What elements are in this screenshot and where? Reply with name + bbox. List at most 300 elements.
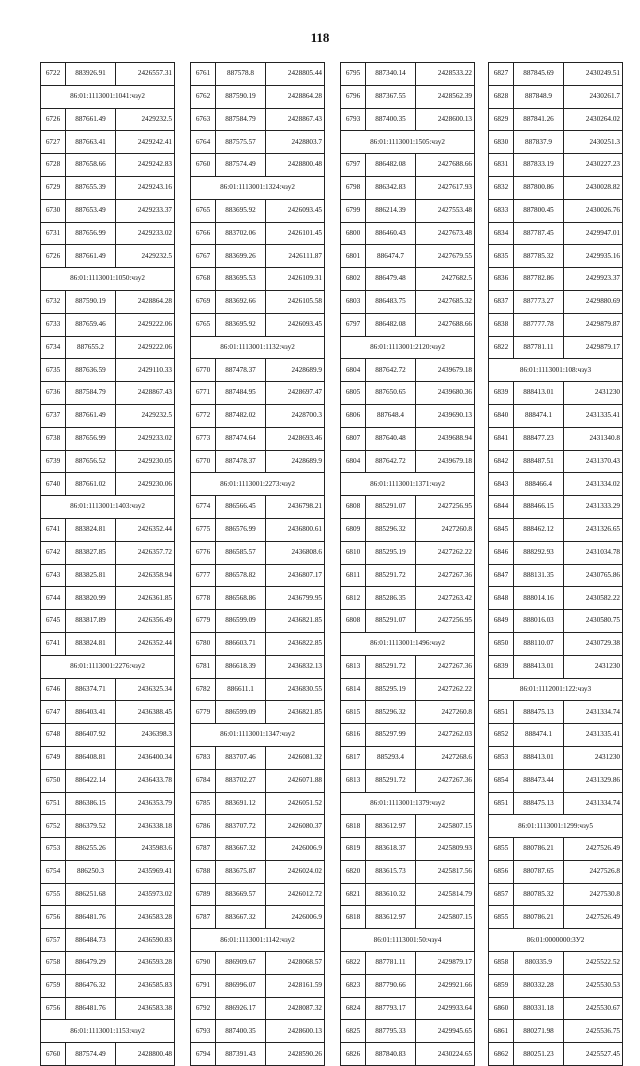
x-coordinate: 887841.26 bbox=[514, 108, 564, 131]
x-coordinate: 887800.86 bbox=[514, 176, 564, 199]
y-coordinate: 2428068.57 bbox=[266, 952, 325, 975]
y-coordinate: 2429233.37 bbox=[116, 199, 175, 222]
x-coordinate: 883610.32 bbox=[366, 883, 416, 906]
table-row bbox=[489, 85, 623, 108]
x-coordinate: 886481.76 bbox=[66, 906, 116, 929]
y-coordinate: 2429947.01 bbox=[564, 222, 623, 245]
point-number: 6744 bbox=[41, 587, 66, 610]
table-row bbox=[341, 860, 475, 883]
parcel-header-row bbox=[191, 336, 325, 359]
table-row bbox=[341, 427, 475, 450]
x-coordinate: 887661.49 bbox=[66, 108, 116, 131]
y-coordinate: 2439680.36 bbox=[416, 382, 475, 405]
point-number: 6839 bbox=[489, 382, 514, 405]
point-number: 6778 bbox=[191, 587, 216, 610]
y-coordinate: 2429233.02 bbox=[116, 427, 175, 450]
table-row bbox=[41, 883, 175, 906]
x-coordinate: 888131.35 bbox=[514, 564, 564, 587]
point-number: 6835 bbox=[489, 245, 514, 268]
parcel-header-row bbox=[489, 815, 623, 838]
point-number: 6823 bbox=[341, 974, 366, 997]
point-number: 6813 bbox=[341, 655, 366, 678]
point-number: 6859 bbox=[489, 974, 514, 997]
table-row bbox=[41, 245, 175, 268]
table-row bbox=[191, 952, 325, 975]
point-number: 6819 bbox=[341, 838, 366, 861]
table-row bbox=[341, 359, 475, 382]
table-row bbox=[41, 359, 175, 382]
x-coordinate: 887574.49 bbox=[216, 154, 266, 177]
point-number: 6825 bbox=[341, 1020, 366, 1043]
table-row bbox=[489, 496, 623, 519]
x-coordinate: 886214.39 bbox=[366, 199, 416, 222]
point-number: 6750 bbox=[41, 769, 66, 792]
x-coordinate: 885291.72 bbox=[366, 769, 416, 792]
parcel-header-row bbox=[489, 678, 623, 701]
point-number: 6806 bbox=[341, 404, 366, 427]
coordinates-table-column-4 bbox=[488, 62, 623, 1066]
y-coordinate: 2439688.94 bbox=[416, 427, 475, 450]
x-coordinate: 887478.37 bbox=[216, 359, 266, 382]
y-coordinate: 2428864.28 bbox=[266, 85, 325, 108]
point-number: 6726 bbox=[41, 108, 66, 131]
y-coordinate: 2431034.78 bbox=[564, 541, 623, 564]
x-coordinate: 886483.75 bbox=[366, 290, 416, 313]
point-number: 6761 bbox=[191, 63, 216, 86]
table-row bbox=[489, 564, 623, 587]
table-row bbox=[41, 131, 175, 154]
parcel-header-row bbox=[41, 496, 175, 519]
y-coordinate: 2429242.83 bbox=[116, 154, 175, 177]
y-coordinate: 2426081.32 bbox=[266, 746, 325, 769]
x-coordinate: 888474.1 bbox=[514, 724, 564, 747]
point-number: 6836 bbox=[489, 268, 514, 291]
table-row bbox=[489, 1043, 623, 1066]
y-coordinate: 2426361.85 bbox=[116, 587, 175, 610]
y-coordinate: 2426101.45 bbox=[266, 222, 325, 245]
table-row bbox=[489, 997, 623, 1020]
y-coordinate: 2425807.15 bbox=[416, 815, 475, 838]
x-coordinate: 887781.11 bbox=[366, 952, 416, 975]
y-coordinate: 2429242.41 bbox=[116, 131, 175, 154]
point-number: 6822 bbox=[341, 952, 366, 975]
table-row bbox=[191, 63, 325, 86]
point-number: 6818 bbox=[341, 906, 366, 929]
table-row bbox=[41, 769, 175, 792]
x-coordinate: 886482.08 bbox=[366, 154, 416, 177]
y-coordinate: 2427267.36 bbox=[416, 769, 475, 792]
y-coordinate: 2430227.23 bbox=[564, 154, 623, 177]
point-number: 6805 bbox=[341, 382, 366, 405]
y-coordinate: 2429879.87 bbox=[564, 313, 623, 336]
x-coordinate: 885291.72 bbox=[366, 564, 416, 587]
y-coordinate: 2425807.15 bbox=[416, 906, 475, 929]
x-coordinate: 887636.59 bbox=[66, 359, 116, 382]
table-row bbox=[191, 450, 325, 473]
y-coordinate: 2428800.48 bbox=[266, 154, 325, 177]
x-coordinate: 883707.72 bbox=[216, 815, 266, 838]
y-coordinate: 2436590.83 bbox=[116, 929, 175, 952]
point-number: 6798 bbox=[341, 176, 366, 199]
table-row bbox=[489, 701, 623, 724]
table-row bbox=[489, 222, 623, 245]
point-number: 6844 bbox=[489, 496, 514, 519]
point-number: 6738 bbox=[41, 427, 66, 450]
y-coordinate: 2429921.66 bbox=[416, 974, 475, 997]
x-coordinate: 887484.95 bbox=[216, 382, 266, 405]
table-row bbox=[489, 382, 623, 405]
table-row bbox=[191, 587, 325, 610]
table-row bbox=[341, 496, 475, 519]
y-coordinate: 2431340.8 bbox=[564, 427, 623, 450]
y-coordinate: 2427530.8 bbox=[564, 883, 623, 906]
y-coordinate: 2426080.37 bbox=[266, 815, 325, 838]
x-coordinate: 888413.01 bbox=[514, 746, 564, 769]
table-row bbox=[41, 1043, 175, 1066]
point-number: 6793 bbox=[191, 1020, 216, 1043]
y-coordinate: 2427260.8 bbox=[416, 518, 475, 541]
y-coordinate: 2426051.52 bbox=[266, 792, 325, 815]
table-row bbox=[489, 541, 623, 564]
parcel-cadastral-number: 86:01:1113001:1153:чзу2 bbox=[41, 1020, 175, 1043]
y-coordinate: 2436807.17 bbox=[266, 564, 325, 587]
parcel-cadastral-number: 86:01:1113001:1041:чзу2 bbox=[41, 85, 175, 108]
x-coordinate: 887845.69 bbox=[514, 63, 564, 86]
point-number: 6839 bbox=[489, 655, 514, 678]
y-coordinate: 2436593.28 bbox=[116, 952, 175, 975]
point-number: 6765 bbox=[191, 313, 216, 336]
point-number: 6851 bbox=[489, 792, 514, 815]
y-coordinate: 2427262.22 bbox=[416, 541, 475, 564]
point-number: 6748 bbox=[41, 724, 66, 747]
x-coordinate: 887590.19 bbox=[216, 85, 266, 108]
x-coordinate: 887478.37 bbox=[216, 450, 266, 473]
x-coordinate: 885291.07 bbox=[366, 610, 416, 633]
x-coordinate: 888110.07 bbox=[514, 632, 564, 655]
point-number: 6743 bbox=[41, 564, 66, 587]
x-coordinate: 888473.44 bbox=[514, 769, 564, 792]
y-coordinate: 2429880.69 bbox=[564, 290, 623, 313]
point-number: 6728 bbox=[41, 154, 66, 177]
x-coordinate: 883612.97 bbox=[366, 906, 416, 929]
table-row bbox=[191, 427, 325, 450]
table-row bbox=[489, 450, 623, 473]
table-row bbox=[489, 610, 623, 633]
parcel-cadastral-number: 86:01:1113001:2120:чзу2 bbox=[341, 336, 475, 359]
x-coordinate: 887658.66 bbox=[66, 154, 116, 177]
table-row bbox=[191, 815, 325, 838]
y-coordinate: 2427260.8 bbox=[416, 701, 475, 724]
coordinates-table-column-3 bbox=[340, 62, 475, 1066]
y-coordinate: 2429230.05 bbox=[116, 450, 175, 473]
table-row bbox=[489, 245, 623, 268]
point-number: 6804 bbox=[341, 450, 366, 473]
table-row bbox=[41, 997, 175, 1020]
table-row bbox=[489, 1020, 623, 1043]
table-row bbox=[191, 245, 325, 268]
parcel-cadastral-number: 86:01:1113001:50:чзу4 bbox=[341, 929, 475, 952]
point-number: 6727 bbox=[41, 131, 66, 154]
point-number: 6763 bbox=[191, 108, 216, 131]
table-row bbox=[41, 746, 175, 769]
table-row bbox=[191, 701, 325, 724]
point-number: 6756 bbox=[41, 997, 66, 1020]
point-number: 6851 bbox=[489, 701, 514, 724]
x-coordinate: 883669.57 bbox=[216, 883, 266, 906]
y-coordinate: 2428700.3 bbox=[266, 404, 325, 427]
x-coordinate: 883707.46 bbox=[216, 746, 266, 769]
x-coordinate: 883695.92 bbox=[216, 313, 266, 336]
x-coordinate: 883699.26 bbox=[216, 245, 266, 268]
point-number: 6792 bbox=[191, 997, 216, 1020]
y-coordinate: 2436808.6 bbox=[266, 541, 325, 564]
table-row bbox=[41, 108, 175, 131]
y-coordinate: 2436800.61 bbox=[266, 518, 325, 541]
y-coordinate: 2430261.7 bbox=[564, 85, 623, 108]
x-coordinate: 887575.57 bbox=[216, 131, 266, 154]
x-coordinate: 883618.37 bbox=[366, 838, 416, 861]
point-number: 6777 bbox=[191, 564, 216, 587]
x-coordinate: 887659.46 bbox=[66, 313, 116, 336]
x-coordinate: 887391.43 bbox=[216, 1043, 266, 1066]
y-coordinate: 2431334.02 bbox=[564, 473, 623, 496]
parcel-header-row bbox=[41, 1020, 175, 1043]
x-coordinate: 887574.49 bbox=[66, 1043, 116, 1066]
y-coordinate: 2429935.16 bbox=[564, 245, 623, 268]
table-row bbox=[489, 63, 623, 86]
table-row bbox=[41, 815, 175, 838]
y-coordinate: 2431334.74 bbox=[564, 701, 623, 724]
x-coordinate: 886611.1 bbox=[216, 678, 266, 701]
point-number: 6802 bbox=[341, 268, 366, 291]
table-row bbox=[341, 222, 475, 245]
x-coordinate: 888466.4 bbox=[514, 473, 564, 496]
table-row bbox=[41, 929, 175, 952]
point-number: 6841 bbox=[489, 427, 514, 450]
y-coordinate: 2425536.75 bbox=[564, 1020, 623, 1043]
x-coordinate: 885296.32 bbox=[366, 701, 416, 724]
y-coordinate: 2427267.36 bbox=[416, 655, 475, 678]
point-number: 6833 bbox=[489, 199, 514, 222]
point-number: 6741 bbox=[41, 632, 66, 655]
x-coordinate: 887656.99 bbox=[66, 222, 116, 245]
table-row bbox=[341, 815, 475, 838]
y-coordinate: 2426356.49 bbox=[116, 610, 175, 633]
x-coordinate: 883827.85 bbox=[66, 541, 116, 564]
x-coordinate: 886474.7 bbox=[366, 245, 416, 268]
y-coordinate: 2429923.37 bbox=[564, 268, 623, 291]
point-number: 6739 bbox=[41, 450, 66, 473]
table-row bbox=[489, 404, 623, 427]
x-coordinate: 883702.06 bbox=[216, 222, 266, 245]
x-coordinate: 886909.67 bbox=[216, 952, 266, 975]
x-coordinate: 885286.35 bbox=[366, 587, 416, 610]
point-number: 6817 bbox=[341, 746, 366, 769]
x-coordinate: 888475.13 bbox=[514, 701, 564, 724]
table-row bbox=[191, 496, 325, 519]
table-row bbox=[489, 883, 623, 906]
point-number: 6760 bbox=[191, 154, 216, 177]
point-number: 6733 bbox=[41, 313, 66, 336]
y-coordinate: 2435973.02 bbox=[116, 883, 175, 906]
table-row bbox=[489, 587, 623, 610]
x-coordinate: 883695.92 bbox=[216, 199, 266, 222]
y-coordinate: 2430729.38 bbox=[564, 632, 623, 655]
y-coordinate: 2429232.5 bbox=[116, 245, 175, 268]
table-row bbox=[191, 1043, 325, 1066]
table-row bbox=[191, 108, 325, 131]
point-number: 6842 bbox=[489, 450, 514, 473]
table-row bbox=[489, 199, 623, 222]
point-number: 6855 bbox=[489, 906, 514, 929]
parcel-header-row bbox=[41, 268, 175, 291]
x-coordinate: 886996.07 bbox=[216, 974, 266, 997]
parcel-cadastral-number: 86:01:1113001:1324:чзу2 bbox=[191, 176, 325, 199]
y-coordinate: 2436822.85 bbox=[266, 632, 325, 655]
x-coordinate: 887482.02 bbox=[216, 404, 266, 427]
point-number: 6756 bbox=[41, 906, 66, 929]
point-number: 6860 bbox=[489, 997, 514, 1020]
point-number: 6775 bbox=[191, 518, 216, 541]
point-number: 6770 bbox=[191, 450, 216, 473]
x-coordinate: 887661.02 bbox=[66, 473, 116, 496]
table-row bbox=[341, 199, 475, 222]
x-coordinate: 887474.64 bbox=[216, 427, 266, 450]
y-coordinate: 2435969.41 bbox=[116, 860, 175, 883]
point-number: 6809 bbox=[341, 518, 366, 541]
y-coordinate: 2428800.48 bbox=[116, 1043, 175, 1066]
y-coordinate: 2429945.65 bbox=[416, 1020, 475, 1043]
point-number: 6843 bbox=[489, 473, 514, 496]
parcel-cadastral-number: 86:01:1113001:108:чзу3 bbox=[489, 359, 623, 382]
point-number: 6787 bbox=[191, 838, 216, 861]
x-coordinate: 885296.32 bbox=[366, 518, 416, 541]
y-coordinate: 2431329.86 bbox=[564, 769, 623, 792]
y-coordinate: 2428805.44 bbox=[266, 63, 325, 86]
table-row bbox=[41, 313, 175, 336]
x-coordinate: 888014.16 bbox=[514, 587, 564, 610]
table-row bbox=[191, 541, 325, 564]
x-coordinate: 887773.27 bbox=[514, 290, 564, 313]
y-coordinate: 2427688.66 bbox=[416, 154, 475, 177]
table-row bbox=[41, 564, 175, 587]
y-coordinate: 2426557.31 bbox=[116, 63, 175, 86]
point-number: 6726 bbox=[41, 245, 66, 268]
table-row bbox=[489, 632, 623, 655]
x-coordinate: 885295.19 bbox=[366, 678, 416, 701]
parcel-header-row bbox=[191, 473, 325, 496]
y-coordinate: 2429879.17 bbox=[564, 336, 623, 359]
y-coordinate: 2436583.28 bbox=[116, 906, 175, 929]
x-coordinate: 887650.65 bbox=[366, 382, 416, 405]
y-coordinate: 2430251.3 bbox=[564, 131, 623, 154]
x-coordinate: 885291.72 bbox=[366, 655, 416, 678]
x-coordinate: 886379.52 bbox=[66, 815, 116, 838]
point-number: 6807 bbox=[341, 427, 366, 450]
table-row bbox=[41, 290, 175, 313]
point-number: 6797 bbox=[341, 313, 366, 336]
table-row bbox=[41, 952, 175, 975]
point-number: 6813 bbox=[341, 769, 366, 792]
table-row bbox=[341, 997, 475, 1020]
y-coordinate: 2431333.29 bbox=[564, 496, 623, 519]
point-number: 6752 bbox=[41, 815, 66, 838]
table-row bbox=[489, 427, 623, 450]
x-coordinate: 886568.86 bbox=[216, 587, 266, 610]
x-coordinate: 883702.27 bbox=[216, 769, 266, 792]
x-coordinate: 883667.32 bbox=[216, 906, 266, 929]
table-row bbox=[191, 359, 325, 382]
x-coordinate: 886926.17 bbox=[216, 997, 266, 1020]
y-coordinate: 2431334.74 bbox=[564, 792, 623, 815]
table-row bbox=[191, 222, 325, 245]
y-coordinate: 2430028.82 bbox=[564, 176, 623, 199]
y-coordinate: 2430026.76 bbox=[564, 199, 623, 222]
x-coordinate: 883825.81 bbox=[66, 564, 116, 587]
point-number: 6790 bbox=[191, 952, 216, 975]
point-number: 6803 bbox=[341, 290, 366, 313]
table-row bbox=[341, 564, 475, 587]
point-number: 6771 bbox=[191, 382, 216, 405]
y-coordinate: 2436821.85 bbox=[266, 610, 325, 633]
table-row bbox=[41, 541, 175, 564]
point-number: 6751 bbox=[41, 792, 66, 815]
x-coordinate: 887655.39 bbox=[66, 176, 116, 199]
table-row bbox=[191, 746, 325, 769]
point-number: 6768 bbox=[191, 268, 216, 291]
point-number: 6755 bbox=[41, 883, 66, 906]
table-row bbox=[341, 290, 475, 313]
x-coordinate: 886407.92 bbox=[66, 724, 116, 747]
point-number: 6816 bbox=[341, 724, 366, 747]
y-coordinate: 2436353.79 bbox=[116, 792, 175, 815]
table-row bbox=[191, 131, 325, 154]
point-number: 6759 bbox=[41, 974, 66, 997]
x-coordinate: 886479.48 bbox=[366, 268, 416, 291]
y-coordinate: 2430224.65 bbox=[416, 1043, 475, 1066]
point-number: 6783 bbox=[191, 746, 216, 769]
x-coordinate: 883695.53 bbox=[216, 268, 266, 291]
table-row bbox=[191, 154, 325, 177]
table-row bbox=[41, 176, 175, 199]
x-coordinate: 883615.73 bbox=[366, 860, 416, 883]
x-coordinate: 888462.12 bbox=[514, 518, 564, 541]
x-coordinate: 880332.28 bbox=[514, 974, 564, 997]
point-number: 6840 bbox=[489, 404, 514, 427]
y-coordinate: 2431335.41 bbox=[564, 404, 623, 427]
y-coordinate: 2428689.9 bbox=[266, 359, 325, 382]
x-coordinate: 887837.9 bbox=[514, 131, 564, 154]
table-row bbox=[341, 655, 475, 678]
table-row bbox=[341, 63, 475, 86]
y-coordinate: 2436830.55 bbox=[266, 678, 325, 701]
table-row bbox=[41, 404, 175, 427]
x-coordinate: 886585.57 bbox=[216, 541, 266, 564]
parcel-cadastral-number: 86:01:1112001:122:чзу3 bbox=[489, 678, 623, 701]
x-coordinate: 886481.76 bbox=[66, 997, 116, 1020]
y-coordinate: 2436433.78 bbox=[116, 769, 175, 792]
x-coordinate: 883820.99 bbox=[66, 587, 116, 610]
table-row bbox=[489, 154, 623, 177]
point-number: 6731 bbox=[41, 222, 66, 245]
point-number: 6796 bbox=[341, 85, 366, 108]
parcel-cadastral-number: 86:01:1113001:2276:чзу2 bbox=[41, 655, 175, 678]
y-coordinate: 2436338.18 bbox=[116, 815, 175, 838]
y-coordinate: 2425527.45 bbox=[564, 1043, 623, 1066]
table-row bbox=[341, 587, 475, 610]
table-row bbox=[191, 883, 325, 906]
x-coordinate: 887640.48 bbox=[366, 427, 416, 450]
